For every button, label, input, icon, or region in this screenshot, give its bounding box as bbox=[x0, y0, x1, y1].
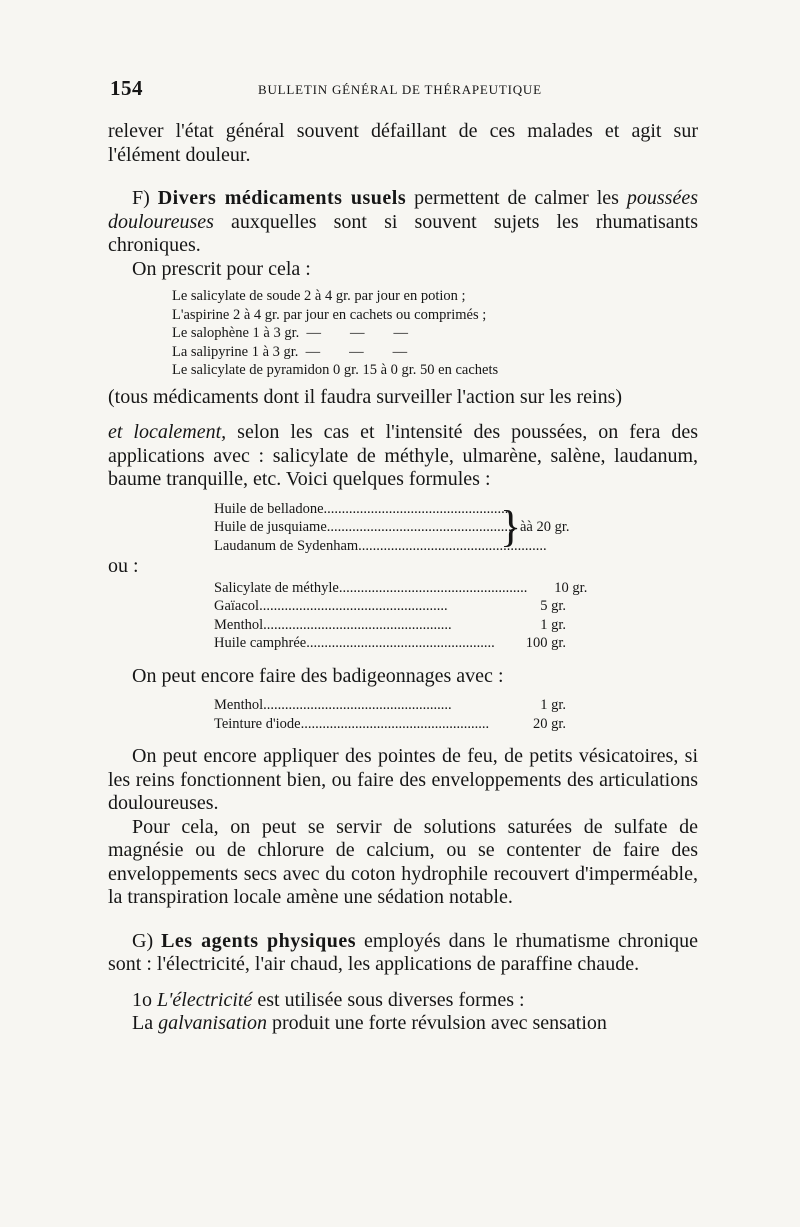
quantity: 5 gr. bbox=[540, 598, 566, 614]
prescription-line: Le salophène 1 à 3 gr. — — — bbox=[172, 325, 408, 341]
ingredient: Menthol bbox=[214, 616, 264, 633]
running-title: BULLETIN GÉNÉRAL DE THÉRAPEUTIQUE bbox=[258, 82, 542, 97]
ou-label: ou : bbox=[108, 555, 139, 577]
prescription-list bbox=[172, 287, 698, 380]
formula-line: Menthol .................................................... 1 gr. bbox=[214, 616, 566, 633]
formula-bracketed bbox=[214, 500, 698, 556]
paragraph: On peut encore appliquer des pointes de feu, de petits vésicatoires, si les reins fonctionnent bien, ou faire des enveloppements des articulations douloureuses. bbox=[108, 745, 698, 814]
ingredient: Menthol bbox=[214, 697, 264, 713]
page-number: 154 bbox=[110, 76, 143, 100]
quantity: 1 gr. bbox=[540, 697, 566, 713]
formula-line: Huile de jusquiame .................................................... bbox=[214, 519, 516, 535]
formula-list bbox=[214, 579, 698, 653]
prescription-line: Le salicylate de soude 2 à 4 gr. par jour en potion ; bbox=[172, 288, 466, 304]
section-heading: Divers médicaments usuels bbox=[157, 187, 407, 209]
quantity: 1 gr. bbox=[540, 616, 566, 633]
ingredient: Teinture d'iode bbox=[214, 715, 301, 732]
ingredient: Laudanum de Sydenham bbox=[214, 537, 359, 554]
formula-line: Huile camphrée .................................................... 100 gr. bbox=[214, 635, 566, 651]
text-run: selon les cas et l'intensité des poussées, on fera des applications avec : salicylate de méthyle, ulmarène, salène, laudanum, baume tranquille, etc. Voici quelques formules : bbox=[108, 421, 698, 490]
text-run: est utilisée sous diverses formes : bbox=[252, 988, 525, 1011]
list-marker: 1o bbox=[132, 988, 157, 1011]
quantity: 20 gr. bbox=[532, 715, 566, 732]
paragraph bbox=[108, 989, 698, 1013]
paragraph bbox=[108, 1012, 698, 1036]
ingredient: Huile camphrée bbox=[214, 635, 307, 651]
emphasis: galvanisation bbox=[158, 1012, 267, 1034]
quantity: àà 20 gr. bbox=[520, 518, 570, 535]
page-body bbox=[108, 120, 698, 1036]
text-run: auxquelles sont si souvent sujets les rhumatisants chroniques. bbox=[108, 210, 698, 256]
formula-line: Menthol .................................................... 1 gr. bbox=[214, 697, 566, 713]
formula-line: Huile de belladone .................................................... bbox=[214, 500, 513, 517]
formula-line: Teinture d'iode .................................................... 20 gr. bbox=[214, 715, 566, 732]
ingredient: Huile de jusquiame bbox=[214, 519, 327, 535]
paragraph: (tous médicaments dont il faudra surveiller l'action sur les reins) bbox=[108, 385, 623, 408]
quantity: 100 gr. bbox=[525, 635, 566, 651]
formula-list bbox=[214, 696, 698, 733]
prescription-line: Le salicylate de pyramidon 0 gr. 15 à 0 gr. 50 en cachets bbox=[172, 362, 499, 378]
text-run: permettent de calmer les bbox=[406, 187, 627, 209]
paragraph-f bbox=[108, 187, 698, 258]
ingredient: Huile de belladone bbox=[214, 500, 324, 517]
paragraph: On peut encore faire des badigeonnages avec : bbox=[132, 664, 504, 687]
paragraph-g bbox=[108, 930, 698, 977]
formula-line: Laudanum de Sydenham .................................................... bbox=[214, 537, 547, 554]
emphasis: et localement, bbox=[108, 421, 227, 443]
text-run: La bbox=[132, 1012, 159, 1034]
emphasis: L'électricité bbox=[157, 988, 253, 1011]
section-heading: Les agents physiques bbox=[161, 929, 356, 952]
curly-brace: } bbox=[500, 501, 522, 551]
paragraph: Pour cela, on peut se servir de solutions saturées de sulfate de magnésie ou de chlorure de calcium, ou se contenter de faire des enveloppements secs avec du coton hydrophile recouvert d'imperméable, la transpiration locale amène une sédation notable. bbox=[108, 815, 698, 908]
section-marker: F) bbox=[132, 187, 158, 209]
prescription-line: La salipyrine 1 à 3 gr. — — — bbox=[172, 343, 408, 360]
paragraph bbox=[108, 421, 698, 492]
section-marker: G) bbox=[132, 929, 162, 952]
paragraph: relever l'état général souvent défaillant de ces malades et agit sur l'élément douleur. bbox=[108, 120, 698, 166]
quantity: 10 gr. bbox=[554, 579, 588, 596]
formula-line: Gaïacol .................................................... 5 gr. bbox=[214, 598, 566, 614]
paragraph: On prescrit pour cela : bbox=[132, 257, 311, 280]
emphasis: poussées douloureuses bbox=[108, 187, 698, 233]
ingredient: Salicylate de méthyle bbox=[214, 579, 339, 596]
text-run: produit une forte révulsion avec sensation bbox=[266, 1012, 607, 1034]
ingredient: Gaïacol bbox=[214, 598, 260, 614]
prescription-line: L'aspirine 2 à 4 gr. par jour en cachets ou comprimés ; bbox=[172, 306, 487, 323]
formula-line: Salicylate de méthyle .................................................... 10 gr. bbox=[214, 579, 588, 596]
text-run: employés dans le rhumatisme chronique sont : l'électricité, l'air chaud, les applications de paraffine chaude. bbox=[108, 929, 699, 975]
